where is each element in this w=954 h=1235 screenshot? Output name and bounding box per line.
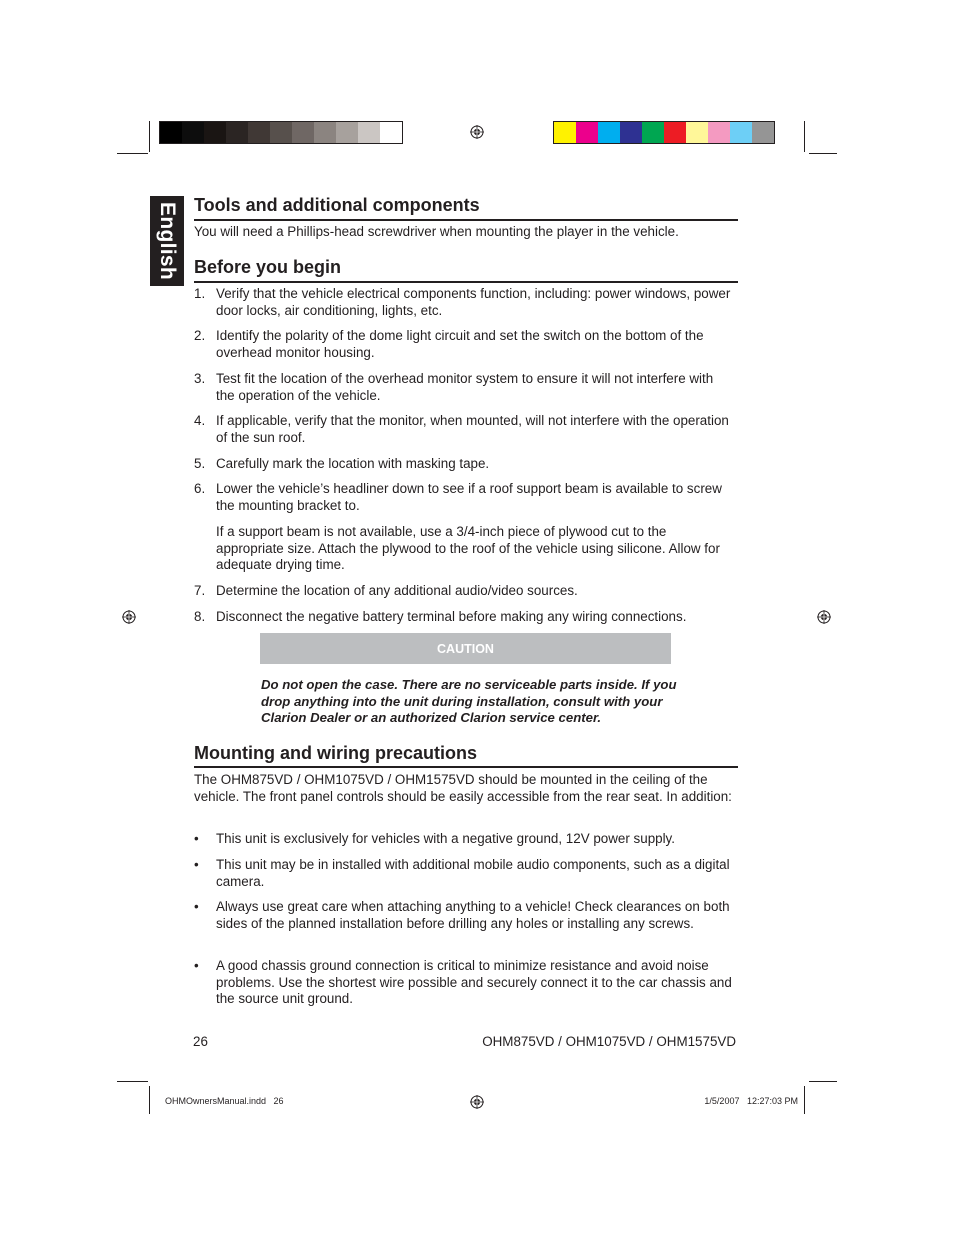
list-item [194,609,734,626]
color-swatch [226,122,248,143]
list-text: If a support beam is not available, use a 3/4-inch piece of plywood cut to the appropriate size. Attach the plywood to the roof of the vehicle using silicone. Allow for adequate drying time. [216,524,720,573]
bullet-text: Always use great care when attaching anything to a vehicle! Check clearances on both sides of the planned installation before drilling any holes or installing any screws. [216,899,730,931]
list-text: Test fit the location of the overhead monitor system to ensure it will not interfere with the operation of the vehicle. [216,371,714,403]
registration-mark-icon [470,1095,484,1109]
color-bar [553,121,775,144]
list-number: 1. [194,286,206,301]
list-item [194,286,734,319]
list-text: Carefully mark the location with masking tape. [216,456,490,471]
color-swatch [160,122,182,143]
color-swatch [576,122,598,143]
list-number: 2. [194,328,206,343]
list-text: Determine the location of any additional audio/video sources. [216,583,578,598]
color-swatch [642,122,664,143]
color-swatch [182,122,204,143]
section-rule [194,766,738,768]
bullet-item [194,899,734,932]
color-swatch [314,122,336,143]
bullet-text: This unit may be in installed with additional mobile audio components, such as a digital camera. [216,857,730,889]
color-swatch [336,122,358,143]
color-swatch [380,122,402,143]
paragraph: The OHM875VD / OHM1075VD / OHM1575VD should be mounted in the ceiling of the vehicle. The front panel controls should be easily accessible from the rear seat. In addition: [194,772,732,804]
bullet-item [194,831,734,848]
bullet-item [194,857,734,890]
file-slug: OHMOwnersManual.indd 26 [165,1096,284,1106]
list-number: 7. [194,583,206,598]
list-item [194,524,734,574]
color-swatch [554,122,576,143]
list-text: If applicable, verify that the monitor, when mounted, will not interfere with the operation of the sun roof. [216,413,729,445]
caution-banner [260,633,671,664]
crop-mark [117,153,148,154]
paragraph: You will need a Phillips-head screwdriver when mounting the player in the vehicle. [194,224,679,239]
language-tab [150,196,184,286]
section-heading: Tools and additional components [194,195,480,215]
registration-mark-icon [470,125,484,139]
list-text: Disconnect the negative battery terminal before making any wiring connections. [216,609,687,624]
bullet-text: This unit is exclusively for vehicles with a negative ground, 12V power supply. [216,831,675,846]
color-swatch [620,122,642,143]
language-label: English [156,202,179,280]
bullet-item [194,958,734,1008]
list-item [194,371,734,404]
list-text: Identify the polarity of the dome light circuit and set the switch on the bottom of the overhead monitor housing. [216,328,704,360]
color-swatch [248,122,270,143]
color-swatch [686,122,708,143]
color-swatch [292,122,314,143]
color-swatch [664,122,686,143]
crop-mark [804,121,805,152]
crop-mark [804,1086,805,1114]
list-item [194,328,734,361]
crop-mark [809,153,837,154]
list-text: Verify that the vehicle electrical components function, including: power windows, power door locks, air conditioning, lights, etc. [216,286,731,318]
page-number: 26 [193,1034,208,1049]
grayscale-bar [159,121,403,144]
caution-label: CAUTION [437,641,494,656]
list-item [194,583,734,600]
model-numbers: OHM875VD / OHM1075VD / OHM1575VD [482,1034,736,1049]
crop-mark [149,121,150,152]
list-number: 6. [194,481,206,496]
caution-text: Do not open the case. There are no serviceable parts inside. If you drop anything into the unit during installation, consult with your Clarion Dealer or an authorized Clarion service center. [261,677,677,726]
color-swatch [752,122,774,143]
bullet-mark: • [194,831,199,846]
color-swatch [270,122,292,143]
color-swatch [358,122,380,143]
section-rule [194,219,738,221]
list-text: Lower the vehicle’s headliner down to see if a roof support beam is available to screw the mounting bracket to. [216,481,722,513]
color-swatch [204,122,226,143]
list-number: 8. [194,609,206,624]
crop-mark [809,1081,837,1082]
section-heading: Mounting and wiring precautions [194,743,477,763]
list-number: 5. [194,456,206,471]
bullet-mark: • [194,958,199,973]
color-swatch [598,122,620,143]
bullet-mark: • [194,857,199,872]
bullet-text: A good chassis ground connection is critical to minimize resistance and avoid noise problems. Use the shortest wire possible and securely connect it to the car chassis and the source unit ground. [216,958,732,1007]
crop-mark [117,1081,148,1082]
list-item [194,481,734,514]
registration-mark-icon [817,610,831,624]
crop-mark [149,1086,150,1114]
section-heading: Before you begin [194,257,342,277]
date-slug: 1/5/2007 12:27:03 PM [704,1096,798,1106]
section-rule [194,281,738,283]
list-item [194,413,734,446]
color-swatch [708,122,730,143]
bullet-mark: • [194,899,199,914]
registration-mark-icon [122,610,136,624]
list-number: 4. [194,413,206,428]
list-number: 3. [194,371,206,386]
list-item [194,456,734,473]
color-swatch [730,122,752,143]
